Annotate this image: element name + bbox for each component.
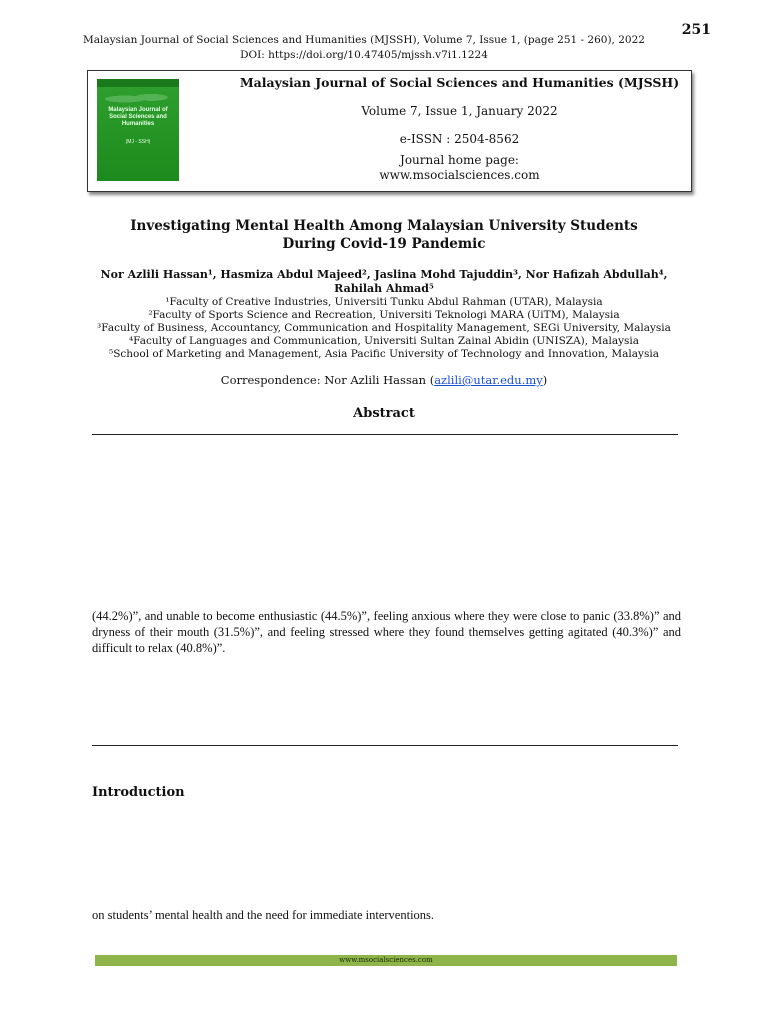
paper-title-line-1: Investigating Mental Health Among Malaysian University Students bbox=[130, 218, 638, 234]
cover-top-strip bbox=[97, 79, 179, 87]
page-number: 251 bbox=[681, 22, 711, 38]
abstract-heading: Abstract bbox=[353, 406, 415, 421]
journal-name: Malaysian Journal of Social Sciences and Humanities (MJSSH) bbox=[239, 75, 680, 90]
affiliation-3: ³Faculty of Business, Accountancy, Communication and Hospitality Management, SEGi University, Malaysia bbox=[97, 322, 671, 334]
affiliation-4: ⁴Faculty of Languages and Communication, Universiti Sultan Zainal Abidin (UNISZA), Malaysia bbox=[128, 335, 640, 347]
author-list bbox=[0, 268, 768, 296]
correspondence-suffix: ) bbox=[542, 373, 548, 387]
affiliation-5: ⁵School of Marketing and Management, Asia Pacific University of Technology and Innovation, Malaysia bbox=[109, 348, 659, 360]
abstract-top-rule bbox=[92, 434, 678, 435]
journal-eissn: e-ISSN : 2504-8562 bbox=[399, 132, 520, 146]
journal-volume: Volume 7, Issue 1, January 2022 bbox=[361, 104, 558, 118]
cover-world-map bbox=[105, 91, 171, 107]
running-header-citation: Malaysian Journal of Social Sciences and Humanities (MJSSH), Volume 7, Issue 1, (page 251 - 260), 2022 bbox=[83, 34, 645, 46]
footer-url[interactable]: www.msocialsciences.com bbox=[339, 956, 433, 964]
authors-line-2: Rahilah Ahmad⁵ bbox=[334, 282, 434, 295]
paper-title-line-2: During Covid-19 Pandemic bbox=[282, 236, 486, 252]
cover-title: Malaysian Journal of Social Sciences and Humanities bbox=[108, 107, 168, 127]
journal-info-box bbox=[87, 70, 692, 192]
correspondence-email-link[interactable]: azlili@utar.edu.my bbox=[434, 373, 543, 387]
correspondence-prefix: Correspondence: Nor Azlili Hassan ( bbox=[220, 373, 435, 387]
correspondence bbox=[0, 373, 768, 387]
homepage-label: Journal home page: bbox=[400, 153, 519, 167]
cover-abbreviation: (MJ - SSH) bbox=[125, 139, 151, 145]
affiliation-2: ²Faculty of Sports Science and Recreation, Universiti Teknologi MARA (UiTM), Malaysia bbox=[148, 309, 620, 321]
journal-cover-image bbox=[97, 79, 179, 181]
abstract-bottom-rule bbox=[92, 745, 678, 746]
running-header-doi: DOI: https://doi.org/10.47405/mjssh.v7i1.1224 bbox=[240, 49, 488, 61]
affiliation-1: ¹Faculty of Creative Industries, Universiti Tunku Abdul Rahman (UTAR), Malaysia bbox=[165, 296, 603, 308]
authors-line-1: Nor Azlili Hassan¹, Hasmiza Abdul Majeed², Jaslina Mohd Tajuddin³, Nor Hafizah Abdullah⁴, bbox=[100, 268, 668, 281]
footer-bar bbox=[95, 955, 677, 966]
introduction-heading: Introduction bbox=[92, 785, 185, 800]
introduction-text: on students’ mental health and the need for immediate interventions. bbox=[92, 908, 435, 922]
abstract-text: (44.2%)”, and unable to become enthusiastic (44.5%)”, feeling anxious where they were close to panic (33.8%)” and dryness of their mouth (31.5%)”, and feeling stressed where they found themselves getting agitated (40.3%)” and difficult to relax (40.8%)”. bbox=[92, 609, 681, 655]
homepage-url[interactable]: www.msocialsciences.com bbox=[379, 168, 540, 182]
paper-title bbox=[0, 217, 768, 253]
